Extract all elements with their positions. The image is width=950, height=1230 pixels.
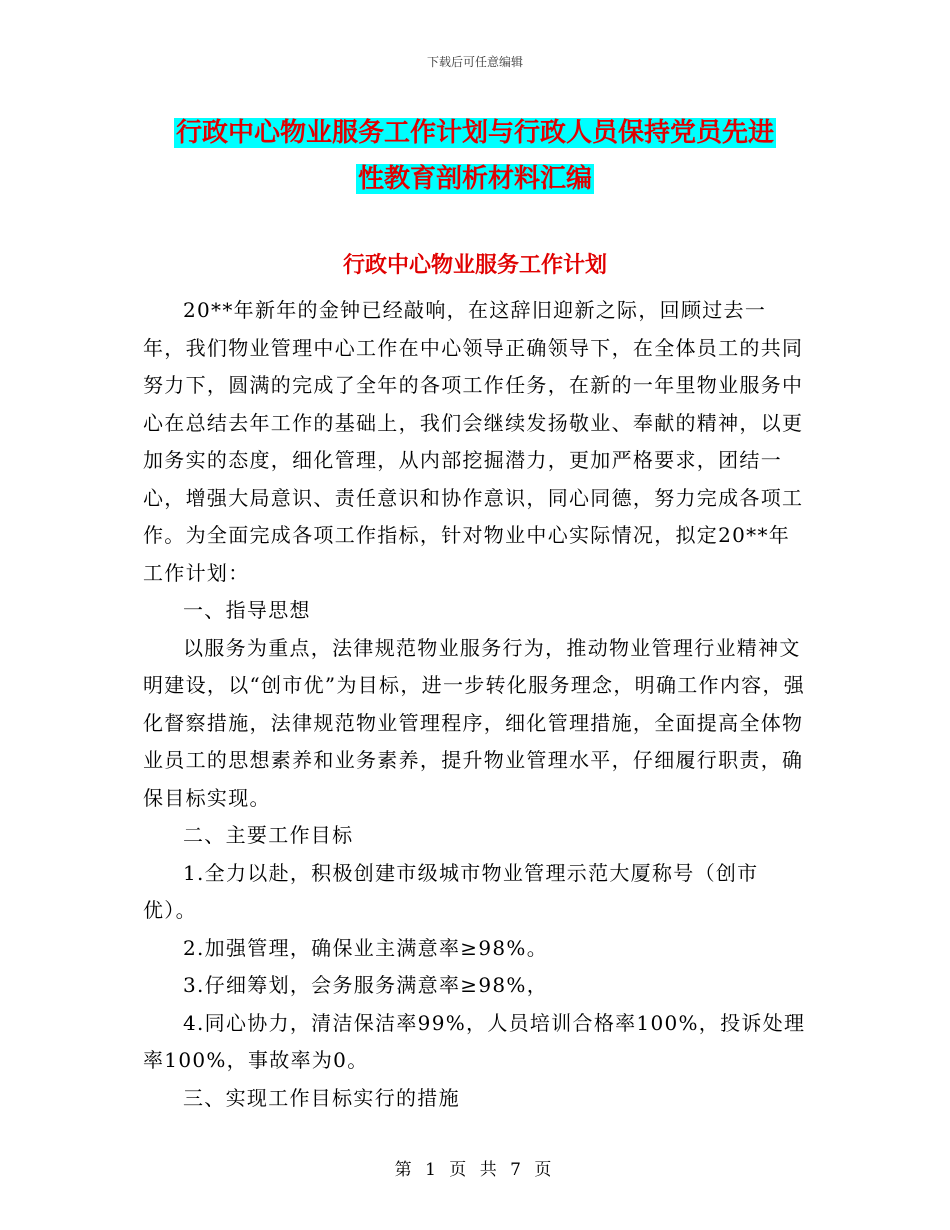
section-title: 行政中心物业服务工作计划 [342, 252, 607, 278]
header-note: 下载后可任意编辑 [426, 55, 523, 69]
goal-item-2: 2.加强管理，确保业主满意率≥98%。 [183, 935, 548, 960]
goal-item-1: 1.全力以赴，积极创建市级城市物业管理示范大厦称号（创市优）。 [143, 860, 759, 922]
title-highlight-2: 性教育剖析材料汇编 [357, 164, 592, 194]
page-footer: 第 1 页 共 7 页 [394, 1160, 556, 1180]
document-body [143, 292, 808, 1117]
heading-measures: 三、实现工作目标实行的措施 [183, 1085, 460, 1110]
heading-main-goals: 二、主要工作目标 [183, 823, 354, 847]
title-highlight-1: 行政中心物业服务工作计划与行政人员保持党员先进 [175, 118, 774, 148]
goal-item-4: 4.同心协力，清洁保洁率99%，人员培训合格率100%，投诉处理率100%，事故率为0。 [143, 1010, 806, 1072]
document-title-line-2 [140, 156, 810, 202]
paragraph-intro: 20**年新年的金钟已经敲响，在这辞旧迎新之际，回顾过去一年，我们物业管理中心工作在中心领导正确领导下，在全体员工的共同努力下，圆满的完成了全年的各项工作任务，在新的一年里物业服务中心在总结去年工作的基础上，我们会继续发扬敬业、奉献的精神，以更加务实的态度，细化管理，从内部挖掘潜力，更加严格要求，团结一心，增强大局意识、责任意识和协作意识，同心同德，努力完成各项工作。为全面完成各项工作指标，针对物业中心实际情况，拟定20**年工作计划： [143, 298, 804, 585]
document-title-line-1 [140, 110, 810, 156]
heading-guiding-thought: 一、指导思想 [183, 598, 311, 622]
goal-item-3: 3.仔细筹划，会务服务满意率≥98%， [183, 973, 548, 997]
document-title [140, 110, 810, 202]
paragraph-guiding-thought: 以服务为重点，法律规范物业服务行为，推动物业管理行业精神文明建设，以“创市优”为目标，进一步转化服务理念，明确工作内容，强化督察措施，法律规范物业管理程序，细化管理措施，全面提高全体物业员工的思想素养和业务素养，提升物业管理水平，仔细履行职责，确保目标实现。 [143, 635, 806, 810]
